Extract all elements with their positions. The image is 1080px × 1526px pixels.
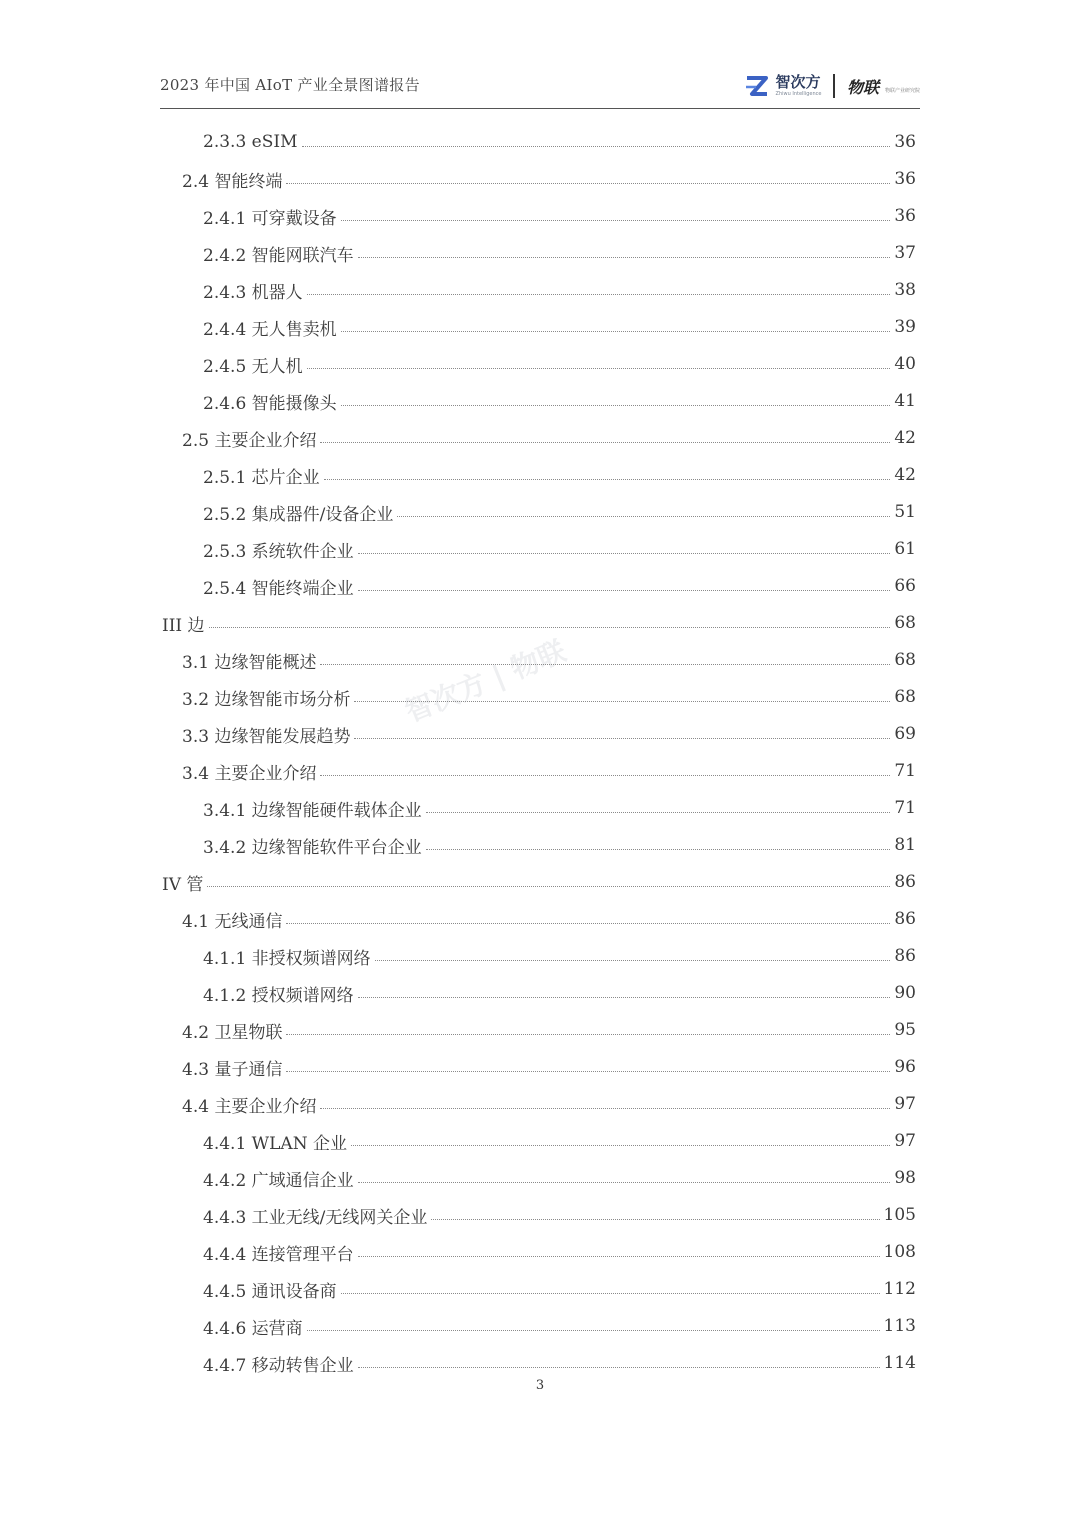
logo-divider	[833, 74, 835, 98]
toc-entry[interactable]	[203, 1271, 916, 1307]
toc-entry-label: 4.1.2 授权频谱网络	[203, 985, 354, 1006]
toc-entry[interactable]	[203, 568, 916, 604]
toc-entry-page: 39	[894, 317, 916, 337]
toc-entry-page: 68	[894, 613, 916, 633]
toc-entry-page: 113	[883, 1316, 916, 1336]
wulian-logo-subtitle: 物联产业研究院	[884, 87, 920, 94]
toc-entry[interactable]	[182, 679, 916, 715]
toc-dot-leader	[431, 1219, 879, 1220]
toc-entry-page: 37	[894, 243, 916, 263]
toc-entry-label: 4.3 量子通信	[182, 1059, 283, 1080]
toc-dot-leader	[426, 849, 891, 850]
toc-dot-leader	[320, 1108, 890, 1109]
toc-entry[interactable]	[203, 309, 916, 345]
toc-dot-leader	[341, 1293, 880, 1294]
toc-entry[interactable]	[203, 975, 916, 1011]
toc-dot-leader	[358, 1367, 880, 1368]
toc-entry[interactable]	[203, 938, 916, 974]
toc-entry-label: 4.1 无线通信	[182, 911, 283, 932]
toc-entry[interactable]	[203, 383, 916, 419]
toc-dot-leader	[209, 627, 891, 628]
toc-entry-page: 97	[894, 1094, 916, 1114]
toc-entry[interactable]	[182, 1049, 916, 1085]
toc-entry[interactable]	[162, 605, 916, 641]
toc-entry[interactable]	[203, 272, 916, 308]
toc-entry-page: 36	[894, 132, 916, 152]
toc-entry-label: 2.4.3 机器人	[203, 282, 303, 303]
toc-entry[interactable]	[182, 161, 916, 197]
toc-dot-leader	[358, 553, 891, 554]
toc-entry[interactable]	[203, 790, 916, 826]
toc-entry-page: 36	[894, 169, 916, 189]
toc-dot-leader	[354, 738, 890, 739]
toc-entry[interactable]	[203, 1234, 916, 1270]
toc-entry-page: 36	[894, 206, 916, 226]
toc-entry-label: 2.4 智能终端	[182, 171, 283, 192]
toc-entry-label: 2.5 主要企业介绍	[182, 430, 317, 451]
toc-entry-page: 38	[894, 280, 916, 300]
toc-entry-page: 71	[894, 761, 916, 781]
toc-entry-label: III 边	[162, 615, 205, 636]
toc-dot-leader	[351, 1145, 890, 1146]
toc-entry-label: 3.4 主要企业介绍	[182, 763, 317, 784]
toc-entry-label: 2.4.6 智能摄像头	[203, 393, 337, 414]
toc-dot-leader	[320, 664, 890, 665]
toc-entry-page: 42	[894, 428, 916, 448]
toc-dot-leader	[397, 516, 890, 517]
toc-entry[interactable]	[203, 531, 916, 567]
toc-entry[interactable]	[182, 901, 916, 937]
header-logos	[744, 70, 920, 102]
toc-entry-label: 3.4.1 边缘智能硬件载体企业	[203, 800, 422, 821]
toc-dot-leader	[358, 590, 891, 591]
toc-dot-leader	[358, 257, 891, 258]
toc-entry-label: 4.4.7 移动转售企业	[203, 1355, 354, 1376]
toc-entry-page: 68	[894, 687, 916, 707]
toc-entry-page: 112	[883, 1279, 916, 1299]
report-title: 2023 年中国 AIoT 产业全景图谱报告	[160, 76, 420, 94]
toc-dot-leader	[207, 886, 890, 887]
toc-entry[interactable]	[203, 1160, 916, 1196]
toc-entry-label: IV 管	[162, 874, 204, 895]
toc-dot-leader	[341, 220, 891, 221]
toc-entry[interactable]	[182, 1086, 916, 1122]
toc-entry[interactable]	[203, 1345, 916, 1381]
toc-entry-page: 98	[894, 1168, 916, 1188]
toc-entry-page: 108	[883, 1242, 916, 1262]
toc-entry-label: 3.3 边缘智能发展趋势	[182, 726, 351, 747]
toc-entry-label: 4.2 卫星物联	[182, 1022, 283, 1043]
toc-entry[interactable]	[203, 235, 916, 271]
toc-entry-page: 41	[894, 391, 916, 411]
toc-entry-label: 3.2 边缘智能市场分析	[182, 689, 351, 710]
toc-dot-leader	[320, 775, 890, 776]
wulian-logo: 物联	[846, 77, 879, 97]
toc-dot-leader	[302, 146, 891, 147]
toc-entry-label: 2.4.4 无人售卖机	[203, 319, 337, 340]
toc-dot-leader	[426, 812, 891, 813]
toc-dot-leader	[320, 442, 890, 443]
zhicifang-logo-text	[776, 75, 822, 97]
toc-dot-leader	[341, 331, 891, 332]
toc-dot-leader	[286, 923, 890, 924]
watermark: 智次方 | 物联	[400, 634, 571, 729]
toc-entry-page: 42	[894, 465, 916, 485]
zhicifang-logo-icon	[744, 73, 770, 99]
toc-entry-label: 2.5.4 智能终端企业	[203, 578, 354, 599]
toc-entry[interactable]	[203, 198, 916, 234]
toc-entry-label: 4.4.6 运营商	[203, 1318, 303, 1339]
toc-entry[interactable]	[162, 864, 916, 900]
logo-subtitle: Zhiwu Intelligence	[775, 91, 822, 97]
toc-entry[interactable]	[203, 494, 916, 530]
toc-dot-leader	[341, 405, 891, 406]
toc-entry-label: 2.5.1 芯片企业	[203, 467, 320, 488]
toc-entry[interactable]	[203, 124, 916, 160]
toc-entry[interactable]	[203, 1123, 916, 1159]
toc-entry-label: 2.4.1 可穿戴设备	[203, 208, 337, 229]
toc-entry[interactable]	[182, 420, 916, 456]
toc-dot-leader	[358, 1256, 880, 1257]
toc-entry-page: 86	[894, 946, 916, 966]
toc-entry[interactable]	[203, 1308, 916, 1344]
toc-entry-page: 105	[883, 1205, 916, 1225]
toc-entry-page: 86	[894, 909, 916, 929]
toc-dot-leader	[324, 479, 891, 480]
toc-entry-page: 96	[894, 1057, 916, 1077]
toc-entry-page: 40	[894, 354, 916, 374]
toc-entry-label: 4.4.3 工业无线/无线网关企业	[203, 1207, 428, 1228]
toc-entry[interactable]	[182, 1012, 916, 1048]
toc-entry[interactable]	[182, 716, 916, 752]
toc-entry[interactable]	[203, 346, 916, 382]
toc-entry[interactable]	[203, 457, 916, 493]
toc-entry-page: 81	[894, 835, 916, 855]
toc-entry[interactable]	[182, 642, 916, 678]
toc-entry-label: 2.5.2 集成器件/设备企业	[203, 504, 394, 525]
toc-entry-label: 4.1.1 非授权频谱网络	[203, 948, 371, 969]
toc-entry-label: 2.4.5 无人机	[203, 356, 303, 377]
toc-dot-leader	[307, 1330, 880, 1331]
toc-entry-page: 69	[894, 724, 916, 744]
toc-entry[interactable]	[203, 1197, 916, 1233]
toc-dot-leader	[307, 294, 891, 295]
toc-entry-label: 4.4.1 WLAN 企业	[203, 1133, 347, 1154]
toc-dot-leader	[358, 1182, 891, 1183]
toc-entry-label: 3.4.2 边缘智能软件平台企业	[203, 837, 422, 858]
page-number: 3	[535, 1378, 545, 1393]
toc-entry-page: 90	[894, 983, 916, 1003]
toc-entry-page: 51	[894, 502, 916, 522]
toc-dot-leader	[354, 701, 890, 702]
toc-entry-label: 2.4.2 智能网联汽车	[203, 245, 354, 266]
toc-entry-page: 97	[894, 1131, 916, 1151]
toc-entry-label: 3.1 边缘智能概述	[182, 652, 317, 673]
toc-entry-page: 71	[894, 798, 916, 818]
toc-entry-label: 4.4.5 通讯设备商	[203, 1281, 337, 1302]
toc-entry-page: 95	[894, 1020, 916, 1040]
toc-entry-page: 68	[894, 650, 916, 670]
toc-dot-leader	[286, 1034, 890, 1035]
toc-entry-page: 61	[894, 539, 916, 559]
toc-entry-label: 2.3.3 eSIM	[203, 132, 298, 152]
toc-dot-leader	[286, 1071, 890, 1072]
toc-dot-leader	[358, 997, 891, 998]
toc-entry-page: 114	[883, 1353, 916, 1373]
toc-entry-label: 4.4 主要企业介绍	[182, 1096, 317, 1117]
logo-name: 智次方	[775, 73, 821, 91]
toc-entry-page: 66	[894, 576, 916, 596]
toc-dot-leader	[375, 960, 891, 961]
toc-dot-leader	[307, 368, 891, 369]
toc-entry-label: 4.4.4 连接管理平台	[203, 1244, 354, 1265]
toc-entry-label: 2.5.3 系统软件企业	[203, 541, 354, 562]
toc-entry[interactable]	[182, 753, 916, 789]
page-header	[160, 66, 920, 109]
toc-entry-page: 86	[894, 872, 916, 892]
toc-dot-leader	[286, 183, 890, 184]
toc-entry-label: 4.4.2 广域通信企业	[203, 1170, 354, 1191]
toc-entry[interactable]	[203, 827, 916, 863]
